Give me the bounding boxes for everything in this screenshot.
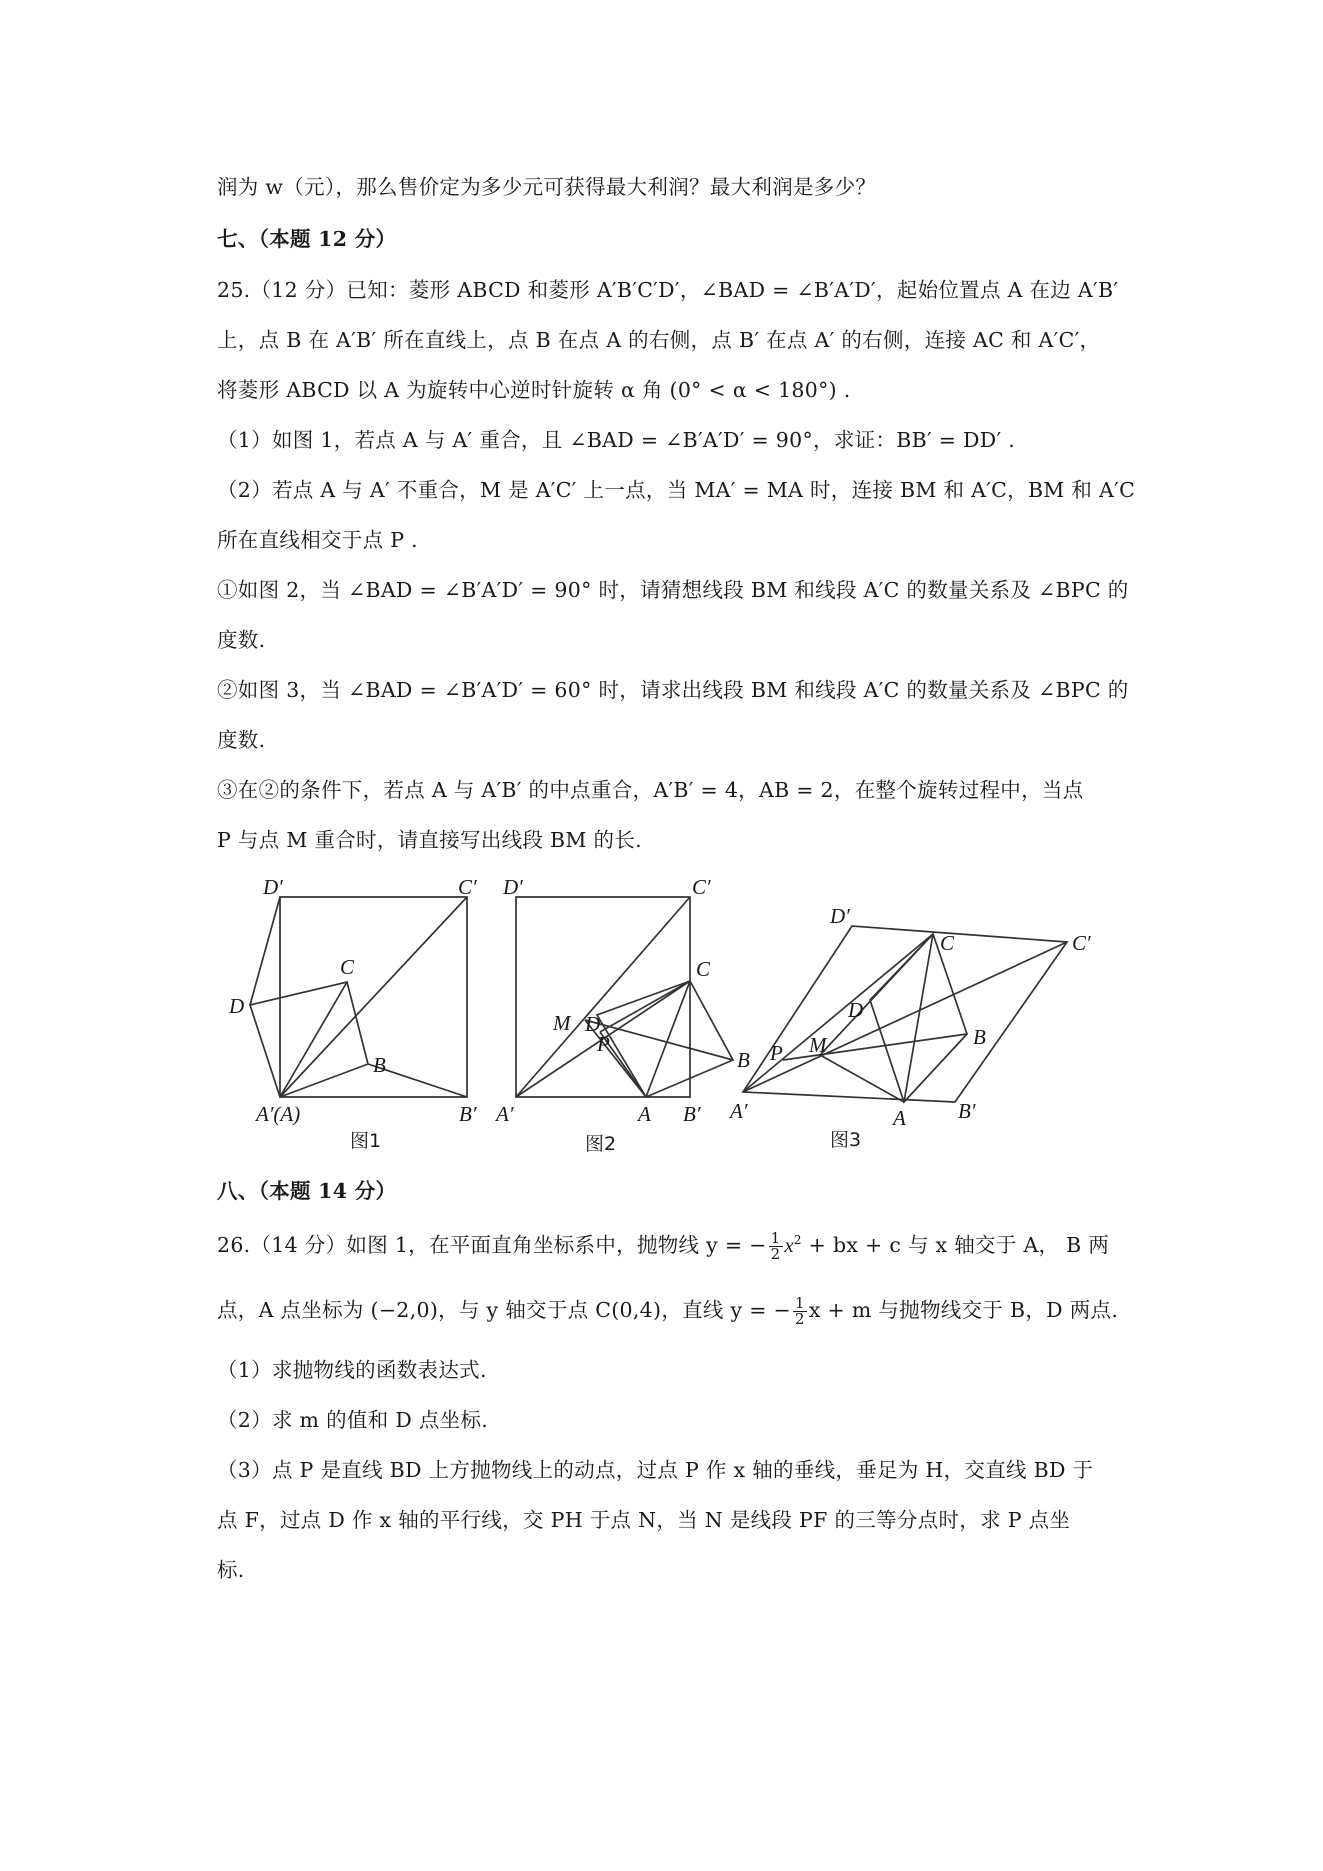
text-line: （2）若点 A 与 A′ 不重合，M 是 A′C′ 上一点，当 MA′ = MA 时，连接 BM 和 A′C，BM 和 A′C — [217, 478, 1136, 502]
figure-caption: 图1 — [350, 1130, 382, 1152]
label: B′ — [683, 1102, 701, 1126]
fraction-denominator: 2 — [770, 1245, 781, 1263]
label: B′ — [958, 1099, 976, 1123]
figure-1 — [228, 875, 477, 1152]
section-heading: 七、（本题 12 分） — [217, 227, 397, 251]
rhombus-abcd — [250, 982, 368, 1097]
text-line: （1）如图 1，若点 A 与 A′ 重合，且 ∠BAD = ∠B′A′D′ = 90°，求证：BB′ = DD′ . — [217, 428, 1016, 452]
text-line: 点 F，过点 D 作 x 轴的平行线，交 PH 于点 N，当 N 是线段 PF 的三等分点时，求 P 点坐 — [217, 1508, 1071, 1532]
text-line: 度数. — [217, 628, 266, 652]
text-line: ③在②的条件下，若点 A 与 A′B′ 的中点重合，A′B′ = 4，AB = 2，在整个旋转过程中，当点 — [217, 778, 1084, 802]
text-line: 度数. — [217, 728, 266, 752]
text-line — [217, 1228, 1110, 1263]
label: B — [973, 1025, 986, 1049]
label: D — [229, 994, 245, 1018]
fraction — [769, 1231, 783, 1262]
text-line — [217, 1293, 1119, 1328]
segment-a1c — [743, 934, 933, 1092]
label: D′ — [830, 904, 850, 928]
segment-ac — [280, 982, 347, 1097]
label: A′ — [496, 1102, 514, 1126]
text-line: 25.（12 分）已知：菱形 ABCD 和菱形 A′B′C′D′，∠BAD = ∠B′A′D′，起始位置点 A 在边 A′B′ — [217, 278, 1119, 302]
label: D — [848, 998, 864, 1022]
label: C′ — [458, 875, 477, 899]
text-line: ①如图 2，当 ∠BAD = ∠B′A′D′ = 90° 时，请猜想线段 BM 和线段 A′C 的数量关系及 ∠BPC 的 — [217, 578, 1129, 602]
text-line: 所在直线相交于点 P . — [217, 528, 418, 552]
segment-a1c1 — [516, 897, 690, 1097]
text-fragment: + bx + c 与 x 轴交于 A， B 两 — [801, 1233, 1110, 1257]
section-heading: 八、（本题 14 分） — [217, 1179, 397, 1203]
text-line: 润为 w（元），那么售价定为多少元可获得最大利润？最大利润是多少？ — [217, 175, 877, 199]
label: C′ — [692, 875, 711, 899]
label: A — [893, 1106, 906, 1130]
label: C — [940, 931, 955, 955]
figure-caption: 图3 — [830, 1129, 862, 1151]
text-line: ②如图 3，当 ∠BAD = ∠B′A′D′ = 60° 时，请求出线段 BM 和线段 A′C 的数量关系及 ∠BPC 的 — [217, 678, 1129, 702]
label: P — [597, 1032, 610, 1056]
text-line: P 与点 M 重合时，请直接写出线段 BM 的长. — [217, 828, 642, 852]
label: B′ — [459, 1102, 477, 1126]
label: P — [770, 1041, 783, 1065]
text-line: （3）点 P 是直线 BD 上方抛物线上的动点，过点 P 作 x 轴的垂线，垂足为 H，交直线 BD 于 — [217, 1458, 1094, 1482]
label: B — [737, 1048, 750, 1072]
text-fragment: x + m 与抛物线交于 B，D 两点. — [808, 1298, 1119, 1322]
fraction-denominator: 2 — [795, 1310, 805, 1328]
label: M — [809, 1033, 827, 1057]
label: C′ — [1072, 931, 1091, 955]
text-fragment: x — [784, 1235, 794, 1257]
text-line: （2）求 m 的值和 D 点坐标. — [217, 1408, 489, 1432]
figure-2 — [494, 875, 750, 1155]
text-line: 标. — [217, 1558, 245, 1582]
superscript: 2 — [793, 1233, 802, 1248]
label: B — [373, 1053, 386, 1077]
segment-dd1 — [250, 897, 280, 1005]
text-line: （1）求抛物线的函数表达式. — [217, 1358, 487, 1382]
label: A′(A) — [256, 1102, 301, 1126]
figure-caption: 图2 — [585, 1133, 617, 1155]
fraction-numerator: 1 — [795, 1294, 805, 1312]
segment-pc — [600, 981, 690, 1032]
label: D — [585, 1012, 601, 1036]
fraction-numerator: 1 — [770, 1229, 781, 1247]
label: C — [340, 955, 355, 979]
label: A′ — [730, 1099, 748, 1123]
label: M — [553, 1011, 571, 1035]
fraction — [793, 1296, 807, 1327]
rhombus-a1b1c1d1 — [743, 926, 1067, 1102]
text-line: 将菱形 ABCD 以 A 为旋转中心逆时针旋转 α 角 (0° < α < 180°) . — [217, 378, 851, 402]
label: A — [638, 1102, 651, 1126]
text-fragment: 点，A 点坐标为 (−2,0)，与 y 轴交于点 C(0,4)，直线 y = − — [217, 1298, 792, 1322]
figure-3 — [728, 904, 1091, 1151]
label: C — [696, 957, 711, 981]
text-line: 上，点 B 在 A′B′ 所在直线上，点 B 在点 A 的右侧，点 B′ 在点 A′ 的右侧，连接 AC 和 A′C′， — [217, 328, 1101, 352]
text-fragment: 26.（14 分）如图 1，在平面直角坐标系中，抛物线 y = − — [217, 1233, 767, 1257]
label: D′ — [503, 875, 523, 899]
label: D′ — [263, 875, 283, 899]
